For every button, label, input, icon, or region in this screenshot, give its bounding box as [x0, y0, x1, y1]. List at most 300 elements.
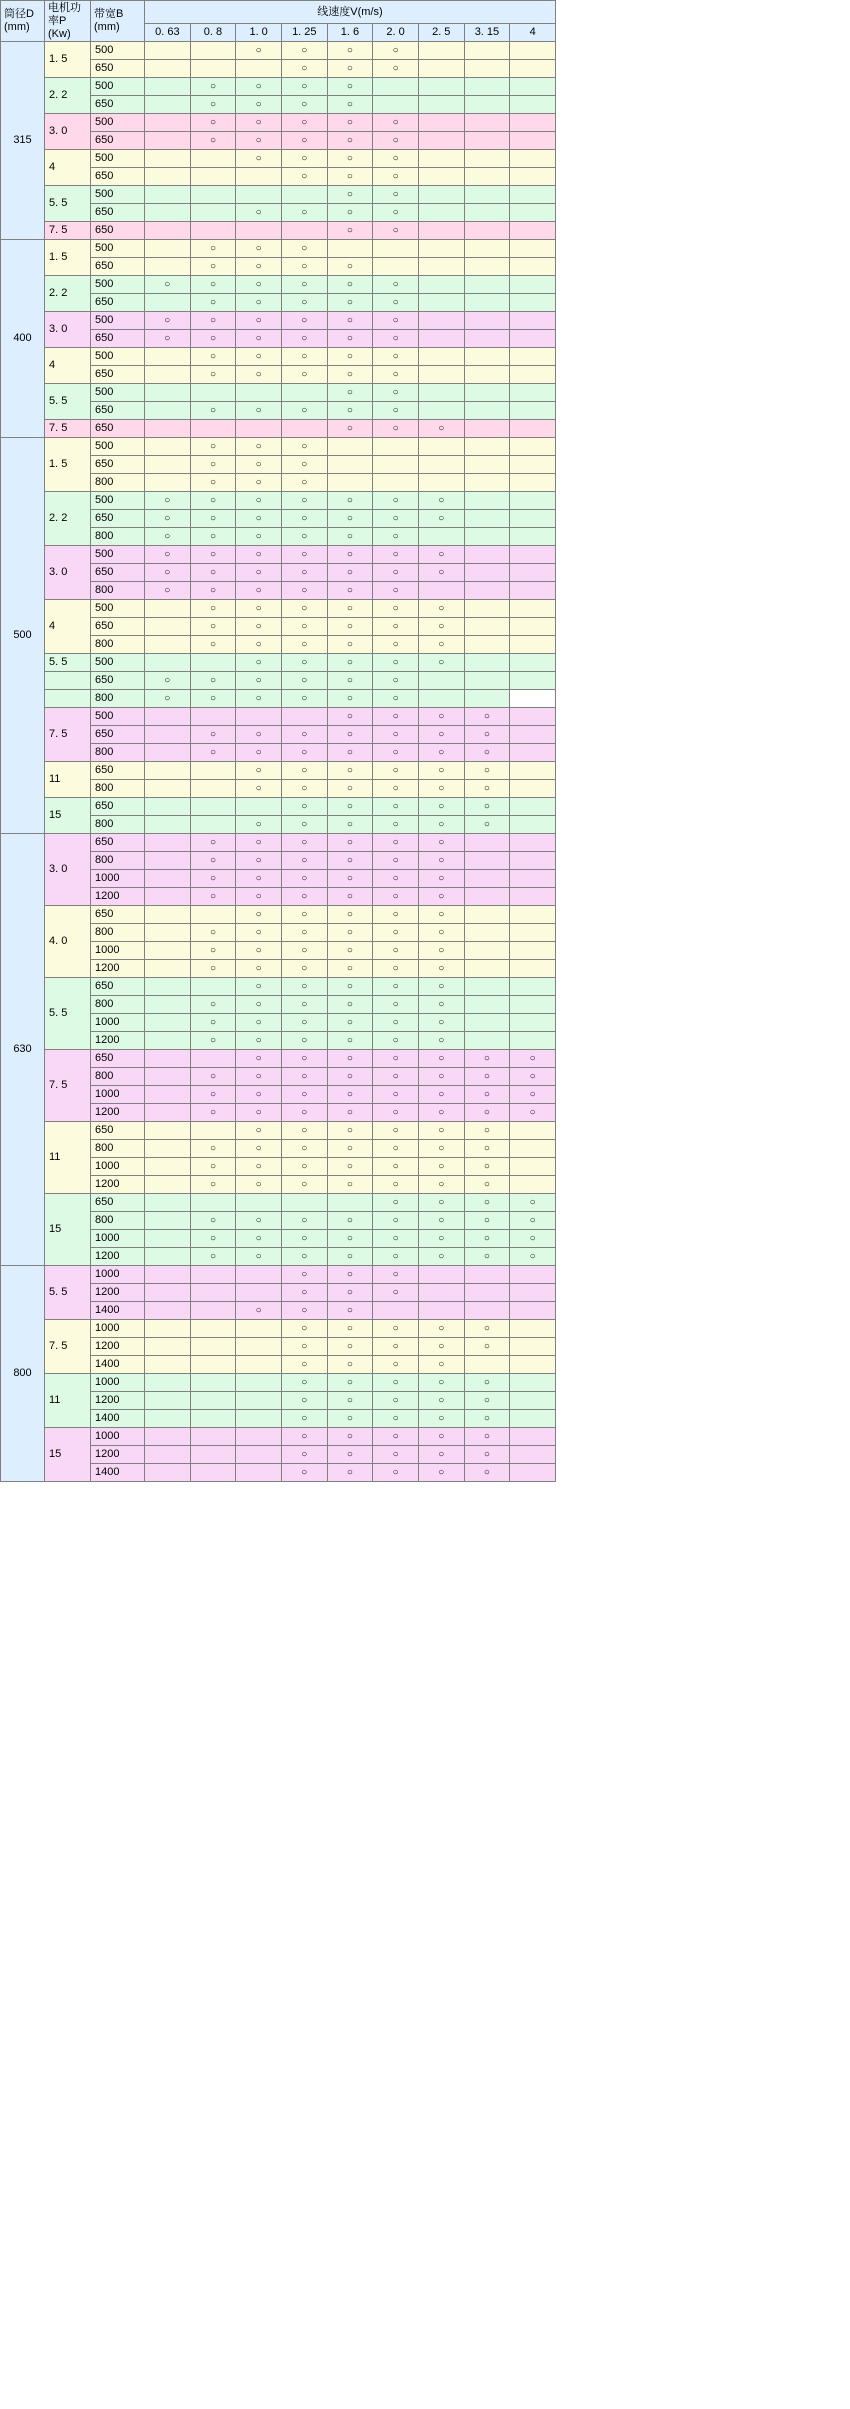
- availability-mark: ○: [438, 837, 445, 848]
- cell-speed-mark: [145, 870, 191, 888]
- cell-speed-mark: [464, 42, 510, 60]
- availability-mark: ○: [209, 135, 216, 146]
- header-belt-width-line1: 带宽B: [94, 8, 124, 20]
- cell-speed-mark: [236, 114, 282, 132]
- cell-motor-power: 2. 2: [45, 276, 91, 312]
- availability-mark: ○: [346, 261, 353, 272]
- cell-speed-mark: [464, 708, 510, 726]
- availability-mark: ○: [255, 549, 262, 560]
- cell-speed-mark: [327, 1014, 373, 1032]
- cell-speed-mark: [373, 1122, 419, 1140]
- cell-speed-mark: [236, 348, 282, 366]
- header-motor-power: [45, 1, 91, 42]
- cell-speed-mark: [373, 744, 419, 762]
- cell-speed-mark: [236, 780, 282, 798]
- cell-speed-mark: [418, 1194, 464, 1212]
- cell-speed-mark: [281, 78, 327, 96]
- cell-speed-mark: [464, 870, 510, 888]
- cell-speed-mark: [190, 528, 236, 546]
- cell-speed-mark: [510, 1032, 556, 1050]
- cell-speed-mark: [510, 276, 556, 294]
- availability-mark: ○: [209, 1215, 216, 1226]
- availability-mark: ○: [255, 1179, 262, 1190]
- availability-mark: ○: [209, 891, 216, 902]
- cell-belt-width: 650: [91, 168, 145, 186]
- cell-belt-width: 500: [91, 708, 145, 726]
- availability-mark: ○: [438, 1125, 445, 1136]
- availability-mark: ○: [301, 801, 308, 812]
- availability-mark: ○: [301, 531, 308, 542]
- cell-speed-mark: [418, 1428, 464, 1446]
- availability-mark: ○: [438, 1143, 445, 1154]
- cell-speed-mark: [510, 1464, 556, 1482]
- availability-mark: ○: [346, 837, 353, 848]
- availability-mark: ○: [255, 1251, 262, 1262]
- availability-mark: ○: [438, 1179, 445, 1190]
- cell-speed-mark: [281, 366, 327, 384]
- cell-speed-mark: [464, 1266, 510, 1284]
- availability-mark: ○: [301, 405, 308, 416]
- cell-speed-mark: [464, 690, 510, 708]
- cell-speed-mark: [190, 708, 236, 726]
- cell-belt-width: 500: [91, 654, 145, 672]
- availability-mark: ○: [438, 711, 445, 722]
- cell-speed-mark: [418, 60, 464, 78]
- availability-mark: ○: [392, 171, 399, 182]
- cell-speed-mark: [145, 1320, 191, 1338]
- availability-mark: ○: [346, 1161, 353, 1172]
- availability-mark: ○: [301, 1287, 308, 1298]
- availability-mark: ○: [438, 1323, 445, 1334]
- availability-mark: ○: [255, 405, 262, 416]
- availability-mark: ○: [392, 549, 399, 560]
- cell-speed-mark: [510, 582, 556, 600]
- availability-mark: ○: [301, 1233, 308, 1244]
- cell-speed-mark: [190, 402, 236, 420]
- cell-speed-mark: [236, 1104, 282, 1122]
- availability-mark: ○: [301, 243, 308, 254]
- cell-speed-mark: [418, 456, 464, 474]
- cell-speed-mark: [418, 636, 464, 654]
- availability-mark: ○: [346, 189, 353, 200]
- cell-speed-mark: [190, 1032, 236, 1050]
- cell-speed-mark: [145, 996, 191, 1014]
- availability-mark: ○: [209, 531, 216, 542]
- cell-speed-mark: [145, 654, 191, 672]
- availability-mark: ○: [301, 1269, 308, 1280]
- cell-speed-mark: [190, 1104, 236, 1122]
- cell-speed-mark: [190, 960, 236, 978]
- cell-speed-mark: [510, 528, 556, 546]
- availability-mark: ○: [255, 99, 262, 110]
- header-speed-0: 0. 63: [145, 24, 191, 42]
- cell-speed-mark: [418, 510, 464, 528]
- availability-mark: ○: [392, 1413, 399, 1424]
- cell-speed-mark: [190, 276, 236, 294]
- cell-speed-mark: [510, 1320, 556, 1338]
- cell-speed-mark: [464, 348, 510, 366]
- availability-mark: ○: [346, 1233, 353, 1244]
- cell-speed-mark: [510, 852, 556, 870]
- availability-mark: ○: [209, 855, 216, 866]
- availability-mark: ○: [392, 297, 399, 308]
- cell-speed-mark: [373, 1158, 419, 1176]
- cell-speed-mark: [236, 1122, 282, 1140]
- cell-speed-mark: [327, 1392, 373, 1410]
- availability-mark: ○: [301, 495, 308, 506]
- availability-mark: ○: [209, 963, 216, 974]
- cell-speed-mark: [373, 780, 419, 798]
- availability-mark: ○: [438, 1395, 445, 1406]
- availability-mark: ○: [209, 1035, 216, 1046]
- cell-speed-mark: [510, 78, 556, 96]
- cell-speed-mark: [373, 276, 419, 294]
- cell-speed-mark: [510, 114, 556, 132]
- availability-mark: ○: [392, 1287, 399, 1298]
- cell-speed-mark: [236, 1446, 282, 1464]
- cell-speed-mark: [373, 726, 419, 744]
- cell-speed-mark: [510, 456, 556, 474]
- cell-drum-diameter: 315: [1, 42, 45, 240]
- cell-speed-mark: [327, 798, 373, 816]
- cell-speed-mark: [236, 1014, 282, 1032]
- availability-mark: ○: [255, 279, 262, 290]
- cell-speed-mark: [418, 690, 464, 708]
- cell-speed-mark: [418, 42, 464, 60]
- cell-speed-mark: [418, 528, 464, 546]
- availability-mark: ○: [301, 873, 308, 884]
- table-row: [1, 672, 556, 690]
- cell-speed-mark: [418, 600, 464, 618]
- availability-mark: ○: [438, 1161, 445, 1172]
- availability-mark: ○: [438, 747, 445, 758]
- cell-speed-mark: [327, 510, 373, 528]
- cell-speed-mark: [464, 1392, 510, 1410]
- availability-mark: ○: [164, 585, 171, 596]
- availability-mark: ○: [301, 1395, 308, 1406]
- cell-speed-mark: [327, 582, 373, 600]
- table-row: [1, 1320, 556, 1338]
- availability-mark: ○: [438, 1359, 445, 1370]
- cell-speed-mark: [510, 1446, 556, 1464]
- availability-mark: ○: [209, 405, 216, 416]
- cell-speed-mark: [373, 654, 419, 672]
- availability-mark: ○: [301, 657, 308, 668]
- cell-speed-mark: [373, 996, 419, 1014]
- table-row: [1, 420, 556, 438]
- cell-belt-width: 1000: [91, 1014, 145, 1032]
- cell-belt-width: 800: [91, 582, 145, 600]
- availability-mark: ○: [392, 45, 399, 56]
- cell-speed-mark: [281, 528, 327, 546]
- cell-speed-mark: [190, 1356, 236, 1374]
- availability-mark: ○: [483, 1431, 490, 1442]
- cell-belt-width: 1400: [91, 1464, 145, 1482]
- cell-belt-width: 800: [91, 1140, 145, 1158]
- availability-mark: ○: [209, 729, 216, 740]
- availability-mark: ○: [346, 729, 353, 740]
- cell-motor-power: 11: [45, 762, 91, 798]
- availability-mark: ○: [255, 765, 262, 776]
- cell-speed-mark: [327, 1374, 373, 1392]
- cell-speed-mark: [464, 384, 510, 402]
- cell-speed-mark: [281, 402, 327, 420]
- cell-speed-mark: [510, 492, 556, 510]
- cell-speed-mark: [373, 1320, 419, 1338]
- cell-speed-mark: [510, 1068, 556, 1086]
- availability-mark: ○: [301, 549, 308, 560]
- cell-speed-mark: [464, 1194, 510, 1212]
- cell-speed-mark: [190, 204, 236, 222]
- cell-speed-mark: [464, 1122, 510, 1140]
- header-speed-8: 4: [510, 24, 556, 42]
- cell-speed-mark: [464, 1356, 510, 1374]
- cell-speed-mark: [327, 1140, 373, 1158]
- cell-speed-mark: [418, 438, 464, 456]
- cell-speed-mark: [373, 1284, 419, 1302]
- cell-speed-mark: [510, 1050, 556, 1068]
- cell-speed-mark: [327, 1464, 373, 1482]
- cell-speed-mark: [190, 726, 236, 744]
- cell-speed-mark: [510, 762, 556, 780]
- availability-mark: ○: [346, 1251, 353, 1262]
- cell-motor-power: 1. 5: [45, 42, 91, 78]
- cell-speed-mark: [190, 1050, 236, 1068]
- cell-drum-diameter: 800: [1, 1266, 45, 1482]
- cell-speed-mark: [510, 150, 556, 168]
- cell-speed-mark: [281, 420, 327, 438]
- cell-speed-mark: [281, 726, 327, 744]
- cell-belt-width: 500: [91, 240, 145, 258]
- cell-speed-mark: [418, 1302, 464, 1320]
- cell-speed-mark: [236, 924, 282, 942]
- cell-speed-mark: [236, 744, 282, 762]
- cell-speed-mark: [418, 366, 464, 384]
- table-row: [1, 186, 556, 204]
- cell-speed-mark: [190, 1428, 236, 1446]
- availability-mark: ○: [301, 1251, 308, 1262]
- availability-mark: ○: [392, 999, 399, 1010]
- availability-mark: ○: [301, 261, 308, 272]
- cell-speed-mark: [281, 636, 327, 654]
- cell-speed-mark: [190, 240, 236, 258]
- availability-mark: ○: [301, 1161, 308, 1172]
- availability-mark: ○: [346, 171, 353, 182]
- table-row: [1, 150, 556, 168]
- cell-speed-mark: [418, 420, 464, 438]
- availability-mark: ○: [346, 909, 353, 920]
- cell-speed-mark: [327, 312, 373, 330]
- cell-belt-width: 800: [91, 996, 145, 1014]
- cell-speed-mark: [373, 438, 419, 456]
- cell-speed-mark: [464, 888, 510, 906]
- cell-belt-width: 500: [91, 438, 145, 456]
- table-row: [1, 276, 556, 294]
- cell-speed-mark: [373, 960, 419, 978]
- cell-speed-mark: [464, 1320, 510, 1338]
- availability-mark: ○: [346, 621, 353, 632]
- cell-speed-mark: [145, 960, 191, 978]
- availability-mark: ○: [255, 1107, 262, 1118]
- availability-mark: ○: [392, 783, 399, 794]
- cell-speed-mark: [327, 1104, 373, 1122]
- cell-speed-mark: [145, 582, 191, 600]
- availability-mark: ○: [346, 819, 353, 830]
- cell-speed-mark: [236, 726, 282, 744]
- availability-mark: ○: [392, 135, 399, 146]
- availability-mark: ○: [209, 747, 216, 758]
- availability-mark: ○: [346, 153, 353, 164]
- availability-mark: ○: [392, 873, 399, 884]
- cell-speed-mark: [145, 168, 191, 186]
- availability-mark: ○: [164, 549, 171, 560]
- availability-mark: ○: [346, 1413, 353, 1424]
- availability-mark: ○: [209, 261, 216, 272]
- availability-mark: ○: [255, 243, 262, 254]
- availability-mark: ○: [392, 1179, 399, 1190]
- availability-mark: ○: [255, 621, 262, 632]
- availability-mark: ○: [255, 495, 262, 506]
- cell-motor-power: 7. 5: [45, 1320, 91, 1374]
- cell-speed-mark: [464, 1428, 510, 1446]
- availability-mark: ○: [438, 873, 445, 884]
- cell-speed-mark: [464, 438, 510, 456]
- cell-speed-mark: [236, 1374, 282, 1392]
- availability-mark: ○: [301, 207, 308, 218]
- availability-mark: ○: [483, 1089, 490, 1100]
- cell-speed-mark: [464, 744, 510, 762]
- cell-speed-mark: [464, 1338, 510, 1356]
- cell-speed-mark: [327, 348, 373, 366]
- availability-mark: ○: [209, 117, 216, 128]
- cell-speed-mark: [373, 1302, 419, 1320]
- availability-mark: ○: [255, 513, 262, 524]
- cell-speed-mark: [145, 978, 191, 996]
- cell-speed-mark: [190, 564, 236, 582]
- availability-mark: ○: [164, 531, 171, 542]
- cell-speed-mark: [510, 924, 556, 942]
- availability-mark: ○: [392, 351, 399, 362]
- availability-mark: ○: [438, 621, 445, 632]
- cell-speed-mark: [373, 636, 419, 654]
- cell-speed-mark: [236, 636, 282, 654]
- cell-speed-mark: [510, 1248, 556, 1266]
- cell-speed-mark: [190, 456, 236, 474]
- cell-speed-mark: [236, 1410, 282, 1428]
- availability-mark: ○: [301, 1359, 308, 1370]
- cell-speed-mark: [418, 708, 464, 726]
- cell-speed-mark: [464, 132, 510, 150]
- header-speed-2: 1. 0: [236, 24, 282, 42]
- cell-speed-mark: [464, 114, 510, 132]
- header-speed-7: 3. 15: [464, 24, 510, 42]
- availability-mark: ○: [392, 819, 399, 830]
- cell-speed-mark: [464, 636, 510, 654]
- cell-speed-mark: [373, 150, 419, 168]
- availability-mark: ○: [255, 117, 262, 128]
- cell-speed-mark: [510, 438, 556, 456]
- cell-speed-mark: [190, 600, 236, 618]
- cell-speed-mark: [236, 960, 282, 978]
- cell-speed-mark: [281, 600, 327, 618]
- cell-belt-width: 500: [91, 384, 145, 402]
- availability-mark: ○: [209, 675, 216, 686]
- cell-belt-width: 650: [91, 510, 145, 528]
- cell-speed-mark: [373, 1266, 419, 1284]
- cell-speed-mark: [190, 1122, 236, 1140]
- cell-speed-mark: [145, 96, 191, 114]
- cell-belt-width: 650: [91, 402, 145, 420]
- cell-speed-mark: [327, 1320, 373, 1338]
- cell-speed-mark: [327, 456, 373, 474]
- cell-speed-mark: [373, 546, 419, 564]
- availability-mark: ○: [255, 1305, 262, 1316]
- cell-speed-mark: [464, 312, 510, 330]
- cell-speed-mark: [190, 114, 236, 132]
- cell-speed-mark: [145, 1050, 191, 1068]
- cell-belt-width: 500: [91, 600, 145, 618]
- availability-mark: ○: [392, 1125, 399, 1136]
- cell-speed-mark: [418, 1122, 464, 1140]
- cell-speed-mark: [281, 240, 327, 258]
- cell-belt-width: 1200: [91, 1446, 145, 1464]
- cell-speed-mark: [510, 186, 556, 204]
- cell-speed-mark: [464, 726, 510, 744]
- availability-mark: ○: [346, 387, 353, 398]
- cell-speed-mark: [418, 888, 464, 906]
- cell-speed-mark: [236, 546, 282, 564]
- availability-mark: ○: [392, 1089, 399, 1100]
- cell-speed-mark: [190, 294, 236, 312]
- cell-speed-mark: [327, 276, 373, 294]
- availability-mark: ○: [346, 1305, 353, 1316]
- cell-speed-mark: [281, 1266, 327, 1284]
- cell-speed-mark: [327, 1158, 373, 1176]
- cell-speed-mark: [145, 564, 191, 582]
- cell-speed-mark: [464, 1446, 510, 1464]
- cell-speed-mark: [418, 978, 464, 996]
- cell-speed-mark: [418, 348, 464, 366]
- table-row: [1, 348, 556, 366]
- availability-mark: ○: [392, 189, 399, 200]
- cell-speed-mark: [418, 114, 464, 132]
- availability-mark: ○: [392, 729, 399, 740]
- cell-speed-mark: [281, 510, 327, 528]
- cell-speed-mark: [281, 1284, 327, 1302]
- cell-speed-mark: [464, 996, 510, 1014]
- cell-speed-mark: [418, 582, 464, 600]
- cell-belt-width: 1400: [91, 1410, 145, 1428]
- cell-motor-power: 7. 5: [45, 420, 91, 438]
- cell-speed-mark: [281, 870, 327, 888]
- availability-mark: ○: [301, 1179, 308, 1190]
- drum-motor-speed-table: [0, 0, 556, 1482]
- cell-motor-power: 15: [45, 1428, 91, 1482]
- cell-speed-mark: [373, 834, 419, 852]
- cell-speed-mark: [418, 240, 464, 258]
- cell-speed-mark: [418, 834, 464, 852]
- availability-mark: ○: [209, 585, 216, 596]
- cell-speed-mark: [510, 996, 556, 1014]
- availability-mark: ○: [255, 639, 262, 650]
- availability-mark: ○: [301, 63, 308, 74]
- cell-speed-mark: [281, 1392, 327, 1410]
- cell-speed-mark: [236, 1428, 282, 1446]
- availability-mark: ○: [301, 333, 308, 344]
- cell-belt-width: 650: [91, 258, 145, 276]
- cell-speed-mark: [373, 402, 419, 420]
- cell-speed-mark: [190, 1464, 236, 1482]
